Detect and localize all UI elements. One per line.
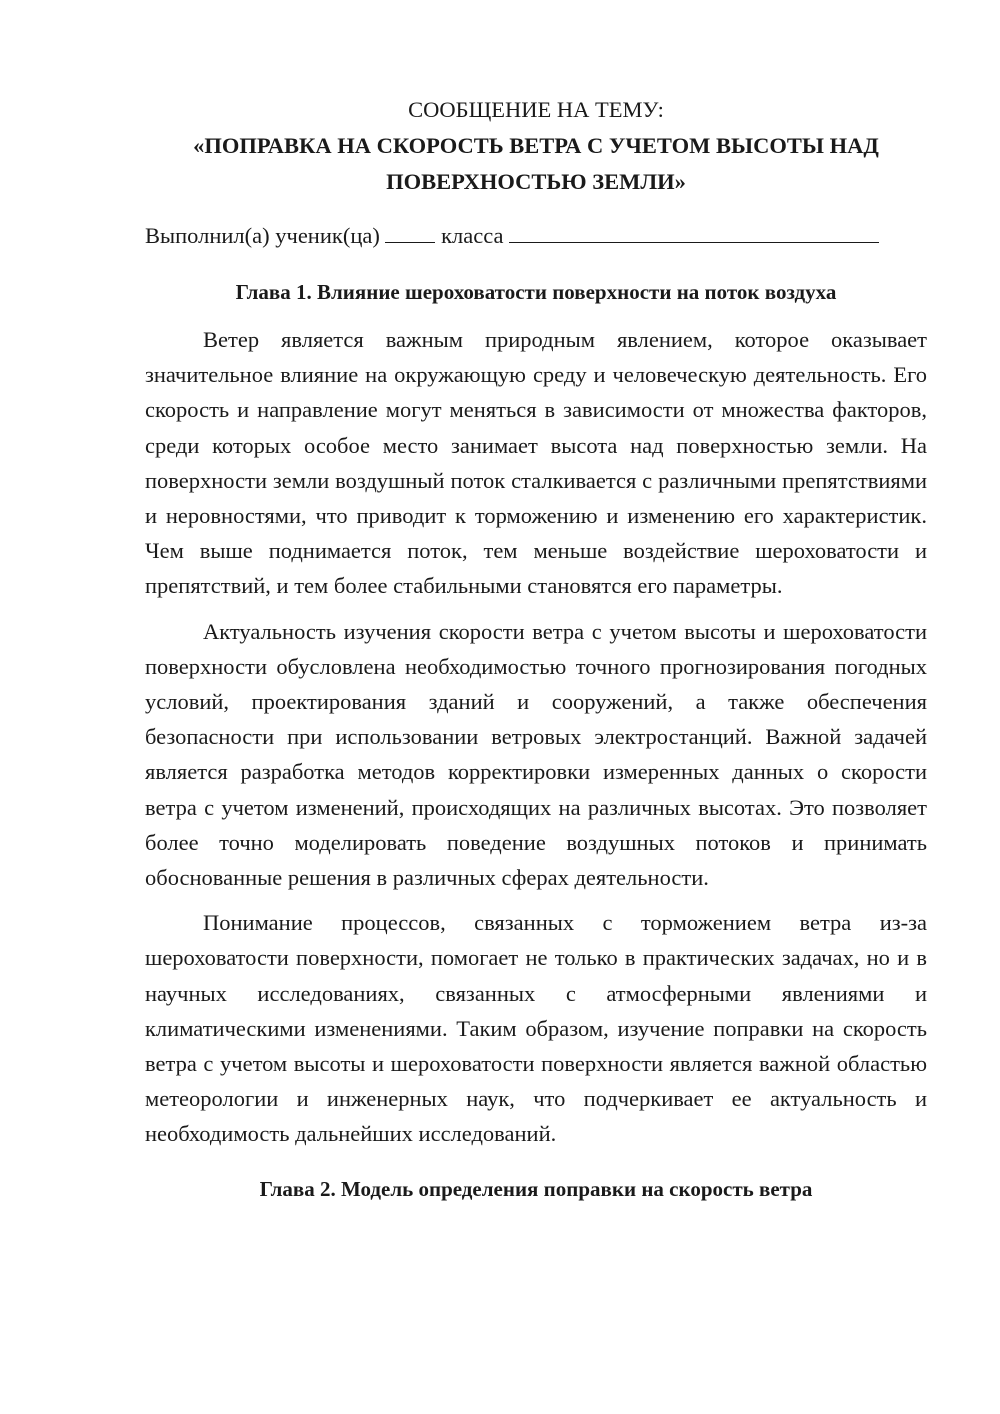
chapter-1-heading: Глава 1. Влияние шероховатости поверхности на поток воздуха xyxy=(235,280,837,304)
class-label: класса xyxy=(441,223,504,248)
chapter-2-heading: Глава 2. Модель определения поправки на скорость ветра xyxy=(259,1176,813,1201)
chapter-1-paragraph-3: Понимание процессов, связанных с торможением ветра из-за шероховатости поверхности, помогает не только в практических задачах, но и в научных исследованиях, связанных с атмосферными явлениями и климатическими изменениями. Таким образом, изучение поправки на скорость ветра с учетом высоты и шероховатости поверхности является важной областью метеорологии и инженерных наук, что подчеркивает ее актуальность и необходимость дальнейших исследований. xyxy=(145,910,927,1147)
performer-line xyxy=(145,218,927,253)
document-page xyxy=(145,92,927,1207)
performer-label: Выполнил(а) ученик(ца) xyxy=(145,223,380,248)
chapter-1-paragraph-2: Актуальность изучения скорости ветра с учетом высоты и шероховатости поверхности обусловлена необходимостью точного прогнозирования погодных условий, проектирования зданий и сооружений, а также обеспечения безопасности при использовании ветровых электростанций. Важной задачей является разработка методов корректировки измеренных данных о скорости ветра с учетом изменений, происходящих на различных высотах. Это позволяет более точно моделировать поведение воздушных потоков и принимать обоснованные решения в различных сферах деятельности. xyxy=(145,618,927,891)
chapter-1-paragraph-1: Ветер является важным природным явлением, которое оказывает значительное влияние на окружающую среду и человеческую деятельность. Его скорость и направление могут меняться в зависимости от множества факторов, среди которых особое место занимает высота над поверхностью земли. На поверхности земли воздушный поток сталкивается с различными препятствиями и неровностями, что приводит к торможению и изменению его характеристик. Чем выше поднимается поток, тем меньше воздействие шероховатости и препятствий, и тем более стабильными становятся его параметры. xyxy=(145,327,927,599)
class-number-blank xyxy=(385,220,435,243)
student-name-blank xyxy=(509,220,879,243)
document-title: «ПОПРАВКА НА СКОРОСТЬ ВЕТРА С УЧЕТОМ ВЫСОТЫ НАД ПОВЕРХНОСТЬЮ ЗЕМЛИ» xyxy=(193,133,879,194)
message-heading: СООБЩЕНИЕ НА ТЕМУ: xyxy=(408,97,664,122)
